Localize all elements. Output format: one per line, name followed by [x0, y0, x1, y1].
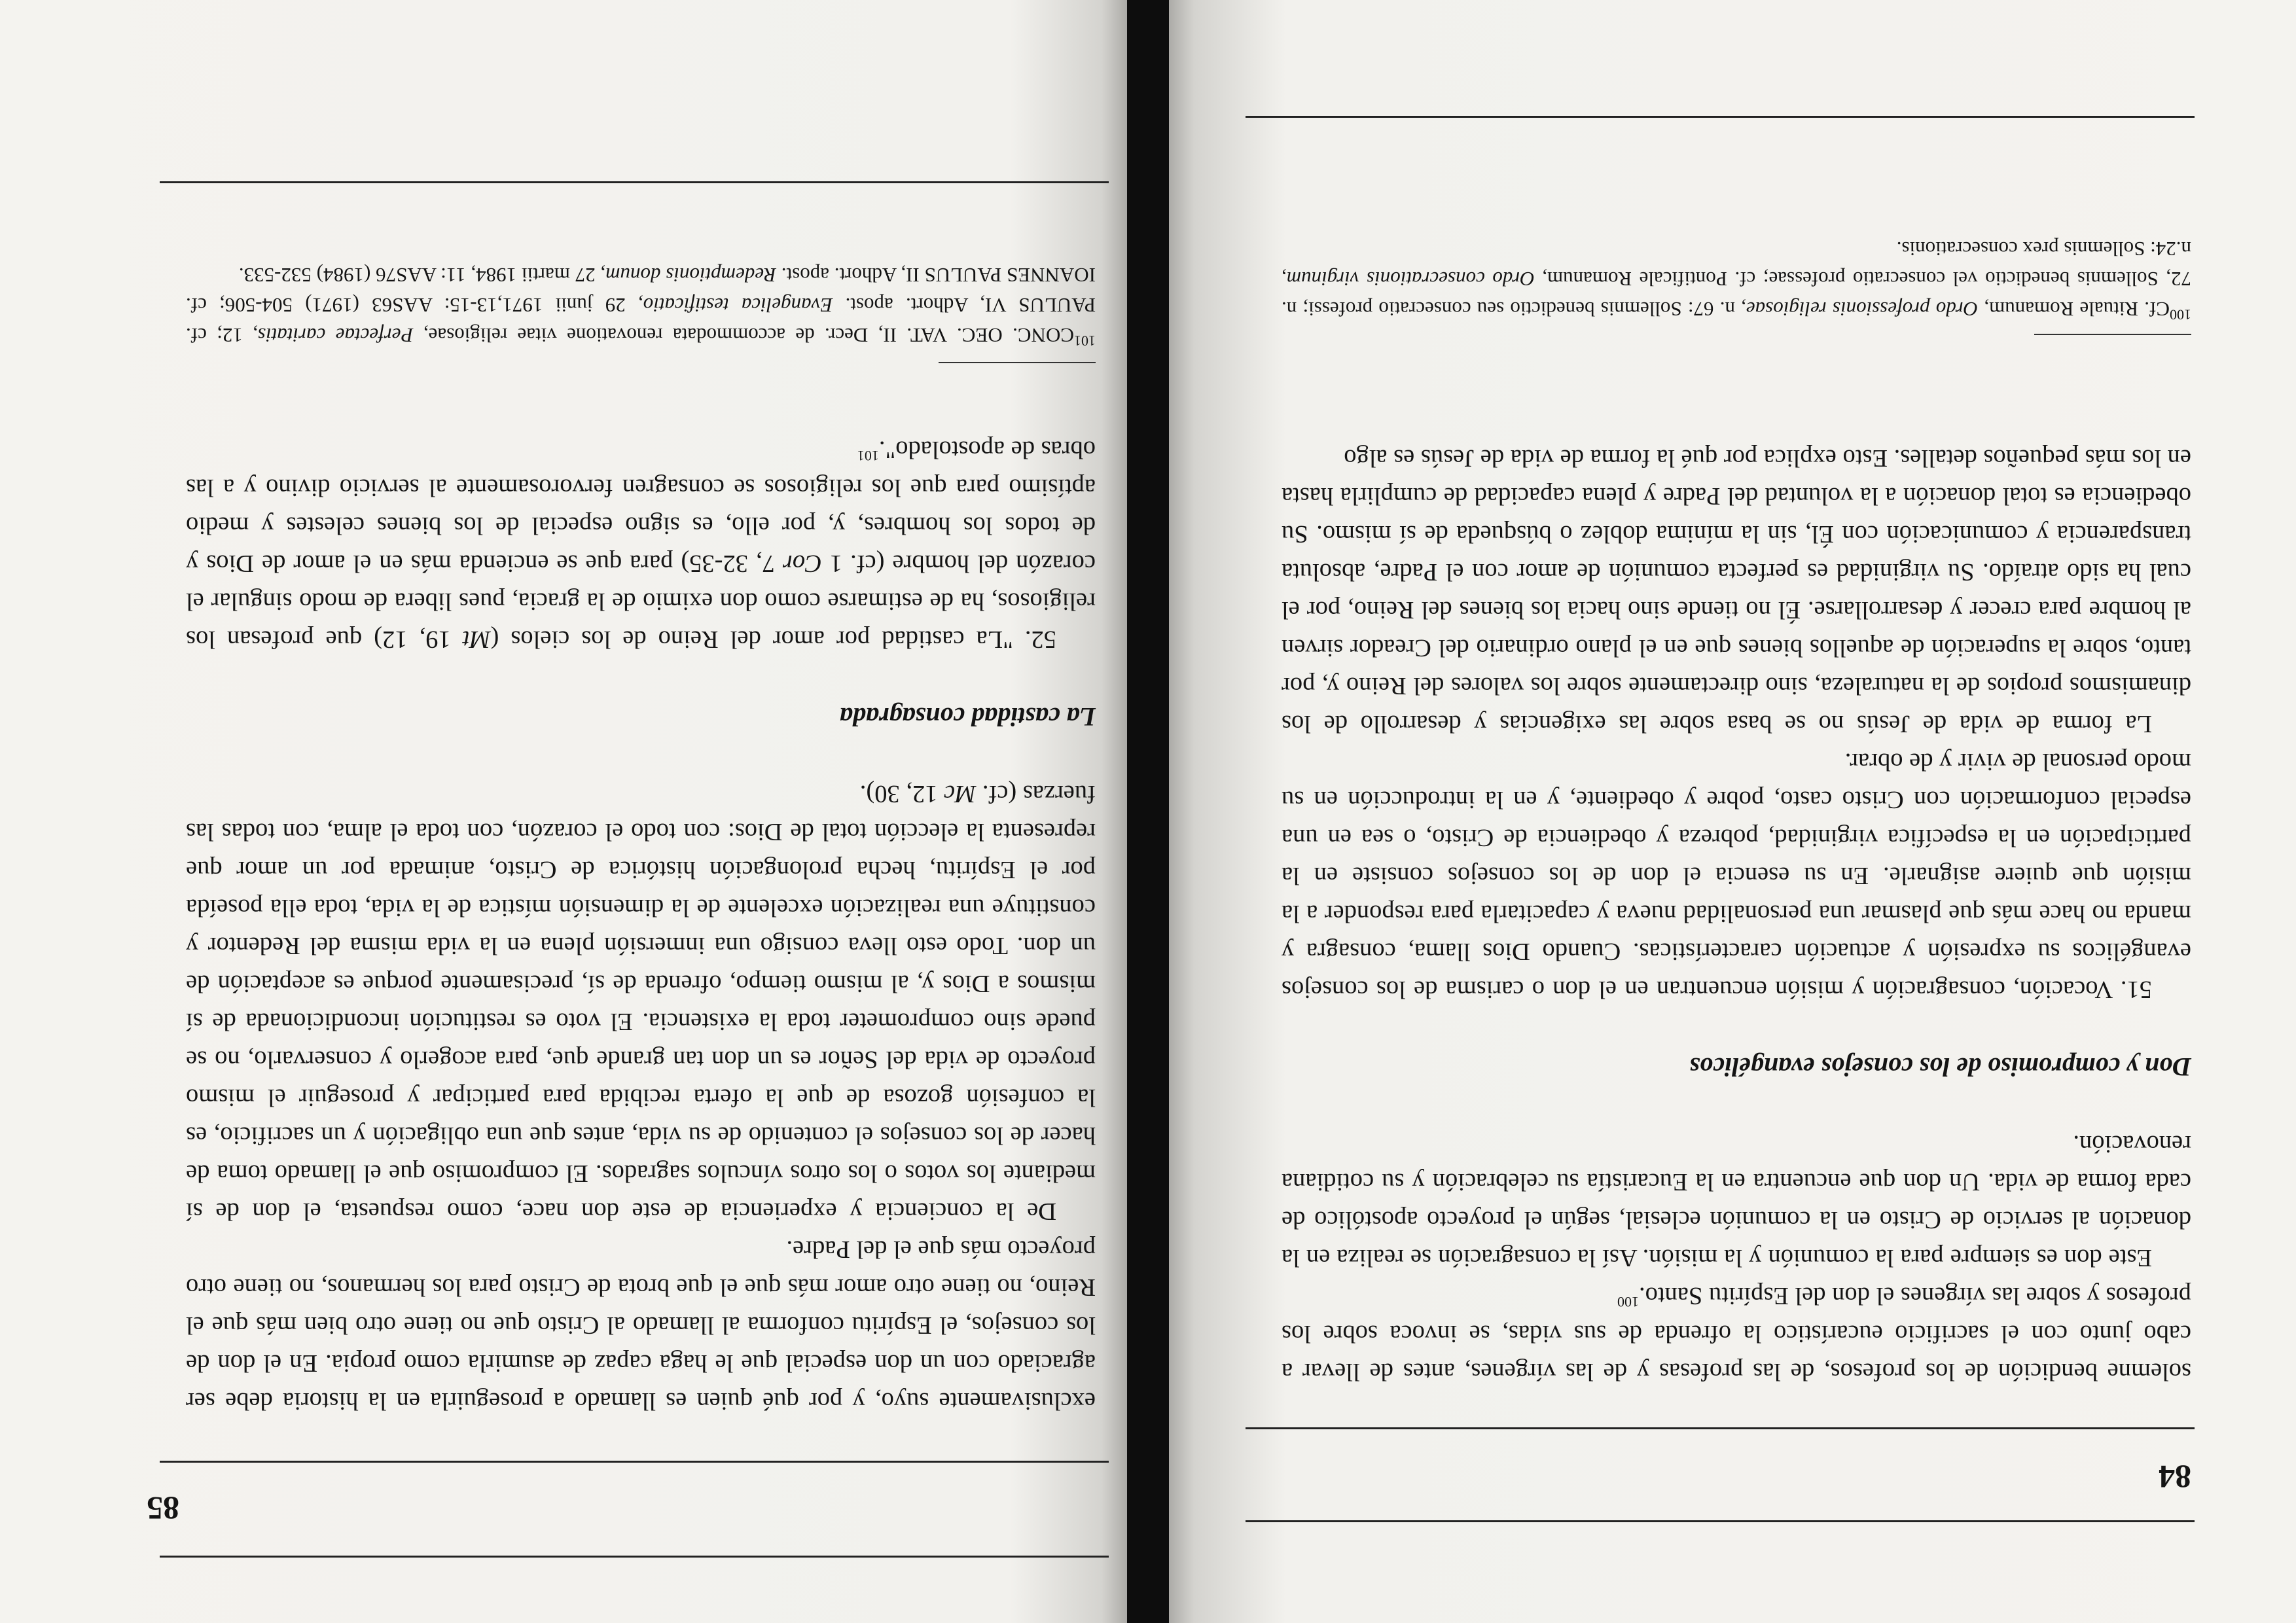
body-text [186, 431, 1096, 1420]
body-text [1282, 439, 2191, 1391]
footnote-100: $^{100}$Cf. Rituale Romanum, Ordo professionis religiosae, n. 67: Sollemnis benedictio seu consecratio professi; n. 72, Sollemnis benedictio vel consecratio professae; cf. Pontificale Romanum, Ordo consecrationis virginum, n.24: Sollemnis prex consecrationis. [1282, 238, 2191, 323]
page-number: 84 [2159, 1459, 2191, 1495]
header-rule-lower [1246, 1427, 2195, 1429]
paragraph: De la conciencia y experiencia de este don nace, como respuesta, el don de sí mediante los votos o los otros vínculos sagrados. El compromiso que el llamado toma de hacer de los consejos el contenido de su vida, antes que una obligación y un sacrificio, es la confesión gozosa de que la oferta recibida para participar y proseguir el mismo proyecto de vida del Señor es un don tan grande que, para acogerlo y conservarlo, no se puede sino comprometer toda la existencia. El voto es restitución incondicionada de sí mismos a Dios y, al mismo tiempo, ofrenda de sí, precisamente porque es aceptación de un don. Todo esto lleva consigo una inmersión plena en la vida misma del Redentor y constituye una realización excelente de la dimensión mística de la vida, toda ella poseída por el Espíritu, hecha prolongación histórica de Cristo, animada por un amor que representa la elección total de Dios: con todo el corazón, con toda el alma, con todas las fuerzas (cf. Mc 12, 30). [186, 780, 1096, 1225]
footer-rule [160, 181, 1109, 183]
header-rule [1246, 1520, 2195, 1522]
paragraph: exclusivamente suyo, y por qué quien es llamado a proseguirla en la historia debe ser agraciado con un don especial que le haga capaz de asumirla como propia. En el don de los consejos, el Espíritu conforma al llamado al Cristo que no tiene otro bien más que el Reino, no tiene otro amor más que el que brota de Cristo para los hermanos, no tiene otro proyecto más que el del Padre. [186, 1236, 1096, 1415]
paragraph: Este don es siempre para la comunión y la misión. Así la consagración se realiza en la donación al servicio de Cristo en la comunión eclesial, según el proyecto apostólico de cada forma de vida. Un don que encuentra en la Eucaristía su celebración y su cotidiana renovación. [1282, 1130, 2191, 1272]
section-heading: La castidad consagrada [839, 702, 1096, 732]
header-rule [160, 1556, 1109, 1558]
footnote-separator [2034, 334, 2191, 335]
footer-rule [1246, 116, 2195, 118]
paragraph: La forma de vida de Jesús no se basa sobre las exigencias y desarrollo de los dinamismos propios de la naturaleza, sino directamente sobre los valores del Reino y, por tanto, sobre la superación de aquellos bienes que en el plano ordinario del Creador sirven al hombre para crecer y desarrollarse. Él no tiende sino hacia los bienes del Reino, por el cual ha sido atraído. Su virginidad es perfecta comunión de amor con el Padre, absoluta transparencia y comunicación con Él, sin la mínima doblez o búsqueda de sí mismo. Su obediencia es total donación a la voluntad del Padre y plena capacidad de cumplirla hasta en los más pequeños detalles. Esto explica por qué la forma de vida de Jesús es algo [1282, 444, 2191, 738]
paragraph-51: 51. Vocación, consagración y misión encuentran en el don o carisma de los consejos evangélicos su expresión y actuación características. Cuando Dios llama, consagra y manda no hace más que plasmar una personalidad nueva y capacitarla para responder a la misión que quiere asignarle. En su esencia el don de los consejos consiste en la participación en la específica virginidad, pobreza y obediencia de Cristo, o sea en una especial conformación con Cristo casto, pobre y obediente, y en la introducción en su modo personal de vivir y de obrar. [1282, 748, 2191, 1003]
footnote-ref[interactable]: 101 [857, 447, 879, 464]
footnote-ref[interactable]: 100 [1617, 1293, 1639, 1310]
page-number: 85 [147, 1490, 179, 1527]
footnote-separator [939, 362, 1096, 363]
section-heading: Don y compromiso de los consejos evangélicos [1689, 1052, 2191, 1082]
book-gutter [1127, 0, 1169, 1623]
paragraph-52: 52. "La castidad por amor del Reino de los cielos (Mt 19, 12) que profesan los religiosos, ha de estimarse como don eximio de la gracia, pues libera de modo singular el corazón del hombre (cf. 1 Cor 7, 32-35) para que se encienda más en el amor de Dios y de todos los hombres, y, por ello, es signo especial de los bienes celestes y medio aptísimo para que los religiosos se consagren fervorosamente al servicio divino y a las obras de apostolado".$^{101}$ [186, 436, 1096, 653]
header-rule-lower [160, 1461, 1109, 1463]
page-84 [1148, 0, 2296, 1623]
paragraph: solemne bendición de los profesos, de las profesas y de las vírgenes, antes de llevar a cabo junto con el sacrificio eucarístico la ofrenda de sus vidas, se invoca sobre los profesos y sobre las vírgenes el don del Espíritu Santo.$^{100}$ [1282, 1282, 2191, 1385]
footnote-101: $^{101}$CONC. OEC. VAT. II, Decr. de accommodata renovatione vitae religiosae, Perfectae caritatis, 12; cf. PAULUS VI, Adhort. apost. Evangelica testificatio, 29 junii 1971,13-15: AAS63 (1971) 504-506; cf. IOANNES PAULUS II, Adhort. apost. Redemptionis donum, 27 martii 1984, 11: AAS76 (1984) 532-533. [186, 264, 1096, 349]
